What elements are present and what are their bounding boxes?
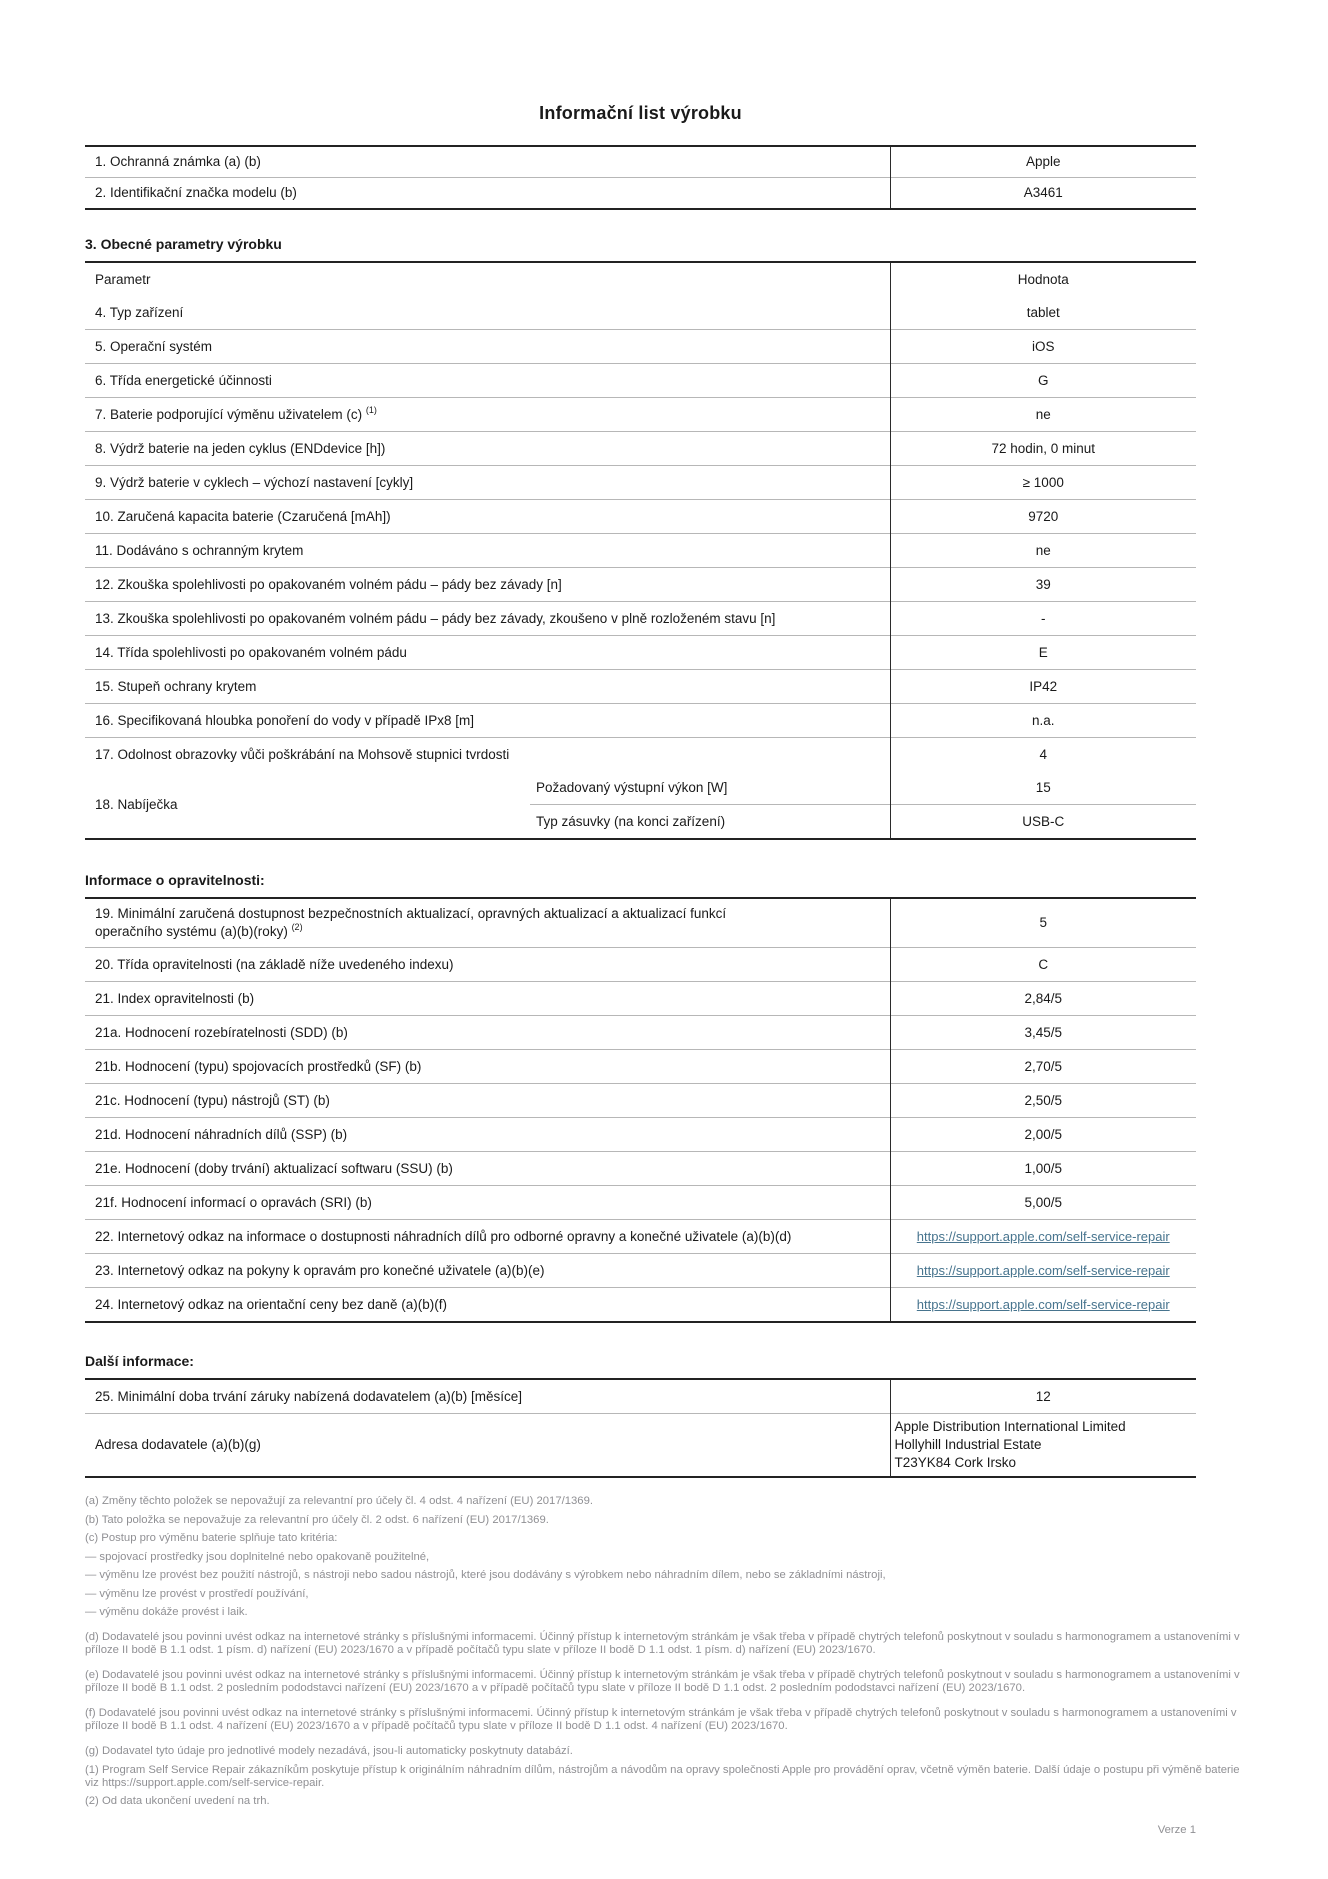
page-title: Informační list výrobku <box>539 103 742 123</box>
repair-link[interactable]: https://support.apple.com/self-service-repair <box>916 1296 1170 1312</box>
param-cell: 6. Třída energetické účinnosti <box>85 364 890 398</box>
table-row <box>85 146 1196 178</box>
param-cell: 20. Třída opravitelnosti (na základě níže uvedeného indexu) <box>85 948 890 982</box>
value-header-cell: Hodnota <box>890 262 1196 296</box>
footnote-line: — výměnu lze provést bez použití nástrojů, s nástroji nebo sadou nástrojů, které jsou dodávány s výrobkem nebo náhradním dílem, nebo se základními nástroji, <box>85 1569 886 1581</box>
footnotes-block <box>85 1495 1245 1808</box>
table-row <box>85 898 1196 948</box>
param-cell: 19. Minimální zaručená dostupnost bezpečnostních aktualizací, opravných aktualizací a aktualizací funkcí operačního systému (a)(b)(roky) $^{(2)}$ <box>95 906 727 939</box>
table-row <box>85 1288 1196 1323</box>
value-cell: 5 <box>890 898 1196 948</box>
param-cell: 24. Internetový odkaz na orientační ceny bez daně (a)(b)(f) <box>85 1288 890 1323</box>
value-cell: C <box>890 948 1196 982</box>
value-cell: Apple <box>890 146 1196 178</box>
footnote-line: (b) Tato položka se nepovažuje za relevantní pro účely čl. 2 odst. 6 nařízení (EU) 2017/1369. <box>85 1513 549 1526</box>
value-cell: 39 <box>890 568 1196 602</box>
footnote-line: (e) Dodavatelé jsou povinni uvést odkaz na internetové stránky s příslušnými informacemi. Účinný přístup k internetovým stránkám je však třeba v případě chytrých telefonů poskytnout v souladu s harmonogramem a ustanoveními v příloze II bodě B 1.1 odst. 2 posledním pododstavci nařízení (EU) 2023/1670 a v případě počítačů typu slate v příloze II bodě D 1.1 odst. 2 posledním pododstavci nařízení (EU) 2023/1670. <box>85 1669 1240 1694</box>
value-cell: ≥ 1000 <box>890 466 1196 500</box>
table-row <box>85 670 1196 704</box>
table-row <box>85 398 1196 432</box>
table-row <box>85 500 1196 534</box>
footnote-reference: (1) <box>365 404 377 415</box>
warranty-row <box>85 1379 1196 1414</box>
table-row <box>85 432 1196 466</box>
param-cell: 10. Zaručená kapacita baterie (Czaručená [mAh]) <box>85 500 890 534</box>
value-cell: 9720 <box>890 500 1196 534</box>
param-cell: 13. Zkouška spolehlivosti po opakovaném volném pádu – pády bez závady, zkoušeno v plně rozloženém stavu [n] <box>85 602 890 636</box>
table-row <box>85 1016 1196 1050</box>
charger-subparam-cell: Typ zásuvky (na konci zařízení) <box>530 805 890 840</box>
table-row <box>85 1254 1196 1288</box>
table-header-row <box>85 262 1196 296</box>
section-heading-additional: Další informace: <box>85 1353 194 1369</box>
param-cell: 5. Operační systém <box>85 330 890 364</box>
table-row <box>85 1084 1196 1118</box>
value-cell: - <box>890 602 1196 636</box>
value-cell <box>890 1254 1196 1288</box>
value-cell: E <box>890 636 1196 670</box>
footnote-line: (d) Dodavatelé jsou povinni uvést odkaz na internetové stránky s příslušnými informacemi. Účinný přístup k internetovým stránkám je však třeba v případě chytrých telefonů poskytnout v souladu s harmonogramem a ustanoveními v příloze II bodě B 1.1 odst. 1 písm. d) nařízení (EU) 2023/1670 a v případě počítačů typu slate v příloze II bodě D 1.1 odst. 1 písm. d) nařízení (EU) 2023/1670. <box>85 1631 1240 1656</box>
value-cell: 72 hodin, 0 minut <box>890 432 1196 466</box>
table-row <box>85 982 1196 1016</box>
param-cell: 14. Třída spolehlivosti po opakovaném volném pádu <box>85 636 890 670</box>
param-cell: 9. Výdrž baterie v cyklech – výchozí nastavení [cykly] <box>85 466 890 500</box>
table-row <box>85 364 1196 398</box>
repair-link[interactable]: https://support.apple.com/self-service-repair <box>916 1228 1170 1244</box>
param-header-cell: Parametr <box>95 271 151 287</box>
table-row <box>85 534 1196 568</box>
param-cell: 21b. Hodnocení (typu) spojovacích prostředků (SF) (b) <box>85 1050 890 1084</box>
param-cell: 21f. Hodnocení informací o opravách (SRI) (b) <box>85 1186 890 1220</box>
additional-info-table <box>85 1378 1196 1478</box>
value-cell: tablet <box>890 296 1196 330</box>
param-cell: 11. Dodáváno s ochranným krytem <box>85 534 890 568</box>
param-cell: 21a. Hodnocení rozebíratelnosti (SDD) (b) <box>85 1016 890 1050</box>
param-cell: 8. Výdrž baterie na jeden cyklus (ENDdevice [h]) <box>85 432 890 466</box>
param-cell: 2. Identifikační značka modelu (b) <box>85 178 890 210</box>
footnote-line: (g) Dodavatel tyto údaje pro jednotlivé modely nezadává, jsou-li automaticky poskytnuty databází. <box>85 1745 573 1757</box>
identification-table <box>85 145 1196 210</box>
param-cell: 16. Specifikovaná hloubka ponoření do vody v případě IPx8 [m] <box>85 704 890 738</box>
param-cell: 7. Baterie podporující výměnu uživatelem (c) $^{(1)}$ <box>85 398 890 432</box>
footnote-line: — výměnu dokáže provést i laik. <box>85 1606 248 1618</box>
table-row <box>85 568 1196 602</box>
footnote-line: (f) Dodavatelé jsou povinni uvést odkaz na internetové stránky s příslušnými informacemi. Účinný přístup k internetovým stránkám je však třeba v případě chytrých telefonů poskytnout v souladu s harmonogramem a ustanoveními v příloze II bodě B 1.1 odst. 4 nařízení (EU) 2023/1670 a v případě počítačů typu slate v příloze II bodě D 1.1 odst. 4 nařízení (EU) 2023/1670. <box>85 1707 1237 1732</box>
value-cell: 2,00/5 <box>890 1118 1196 1152</box>
section-heading-general: 3. Obecné parametry výrobku <box>85 236 282 252</box>
value-cell: n.a. <box>890 704 1196 738</box>
value-cell: G <box>890 364 1196 398</box>
repairability-table <box>85 897 1196 1323</box>
param-cell: 21c. Hodnocení (typu) nástrojů (ST) (b) <box>85 1084 890 1118</box>
param-cell: Adresa dodavatele (a)(b)(g) <box>85 1414 890 1478</box>
value-cell: 2,84/5 <box>890 982 1196 1016</box>
footnote-line: — výměnu lze provést v prostředí používání, <box>85 1587 309 1600</box>
general-parameters-table <box>85 261 1196 840</box>
table-row <box>85 602 1196 636</box>
value-cell <box>890 1220 1196 1254</box>
param-cell: 25. Minimální doba trvání záruky nabízená dodavatelem (a)(b) [měsíce] <box>95 1388 522 1404</box>
table-row <box>85 1152 1196 1186</box>
param-cell: 15. Stupeň ochrany krytem <box>85 670 890 704</box>
footnote-line: — spojovací prostředky jsou doplnitelné nebo opakovaně použitelné, <box>85 1550 430 1563</box>
value-cell: ne <box>890 534 1196 568</box>
param-cell: 22. Internetový odkaz na informace o dostupnosti náhradních dílů pro odborné opravny a konečné uživatele (a)(b)(d) <box>85 1220 890 1254</box>
footnote-line: (c) Postup pro výměnu baterie splňuje tato kritéria: <box>85 1532 338 1544</box>
value-cell: 3,45/5 <box>890 1016 1196 1050</box>
value-cell: 2,70/5 <box>890 1050 1196 1084</box>
version-label: Verze 1 <box>1157 1824 1196 1836</box>
repair-link[interactable]: https://support.apple.com/self-service-repair <box>916 1262 1170 1278</box>
supplier-address-line: Apple Distribution International Limited <box>894 1419 1126 1434</box>
value-cell <box>890 1288 1196 1323</box>
param-cell: 23. Internetový odkaz na pokyny k opravám pro konečné uživatele (a)(b)(e) <box>85 1254 890 1288</box>
table-row <box>85 178 1196 210</box>
table-row <box>85 704 1196 738</box>
supplier-address-line: T23YK84 Cork Irsko <box>894 1455 1017 1470</box>
table-row <box>85 1186 1196 1220</box>
value-cell: 2,50/5 <box>890 1084 1196 1118</box>
charger-row-power <box>85 771 1196 805</box>
value-cell: A3461 <box>890 178 1196 210</box>
table-row <box>85 296 1196 330</box>
param-cell: 17. Odolnost obrazovky vůči poškrábání na Mohsově stupnici tvrdosti <box>85 738 890 772</box>
value-cell: 1,00/5 <box>890 1152 1196 1186</box>
value-cell: 5,00/5 <box>890 1186 1196 1220</box>
supplier-address-row <box>85 1414 1196 1478</box>
charger-label-cell: 18. Nabíječka <box>95 796 178 812</box>
footnote-line: (2) Od data ukončení uvedení na trh. <box>85 1795 270 1807</box>
value-cell: 12 <box>890 1379 1196 1414</box>
charger-subparam-cell: Požadovaný výstupní výkon [W] <box>536 779 728 795</box>
table-row <box>85 1050 1196 1084</box>
table-row <box>85 1220 1196 1254</box>
value-cell: ne <box>890 398 1196 432</box>
table-row <box>85 1118 1196 1152</box>
table-row <box>85 636 1196 670</box>
table-row <box>85 466 1196 500</box>
param-cell: 21. Index opravitelnosti (b) <box>85 982 890 1016</box>
footnote-line: (1) Program Self Service Repair zákazníkům poskytuje přístup k originálním náhradním dílům, nástrojům a návodům na opravy společnosti Apple pro provádění oprav, včetně výměn baterie. Další údaje o postupu při výměně baterie viz https://support.apple.com/self-service-repair. <box>85 1763 1240 1789</box>
section-heading-repairability: Informace o opravitelnosti: <box>85 872 265 888</box>
param-cell: 12. Zkouška spolehlivosti po opakovaném volném pádu – pády bez závady [n] <box>85 568 890 602</box>
value-cell: 4 <box>890 738 1196 772</box>
footnote-line: (a) Změny těchto položek se nepovažují za relevantní pro účely čl. 4 odst. 4 nařízení (EU) 2017/1369. <box>85 1495 594 1507</box>
supplier-address-line: Hollyhill Industrial Estate <box>894 1437 1042 1452</box>
footnote-reference: (2) <box>291 922 303 932</box>
table-row <box>85 330 1196 364</box>
table-row <box>85 738 1196 772</box>
param-cell: 1. Ochranná známka (a) (b) <box>95 154 261 169</box>
param-cell: 21e. Hodnocení (doby trvání) aktualizací softwaru (SSU) (b) <box>85 1152 890 1186</box>
param-cell: 4. Typ zařízení <box>95 304 184 320</box>
param-cell: 21d. Hodnocení náhradních dílů (SSP) (b) <box>85 1118 890 1152</box>
value-cell: iOS <box>890 330 1196 364</box>
charger-value-cell: 15 <box>890 771 1196 805</box>
supplier-address-cell <box>890 1414 1196 1478</box>
value-cell: IP42 <box>890 670 1196 704</box>
table-row <box>85 948 1196 982</box>
charger-value-cell: USB-C <box>890 805 1196 840</box>
